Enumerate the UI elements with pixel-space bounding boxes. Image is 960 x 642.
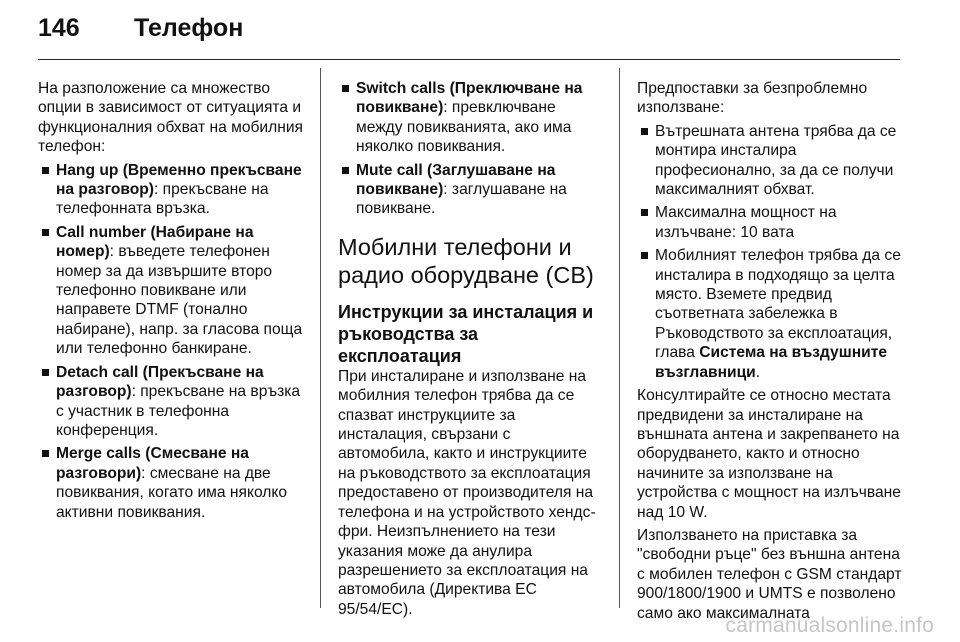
item-text: Мобилният телефон трябва да се инсталира в подходящо за целта място. Вземете предвид съответната забележка в Ръководството за експлоатация, глава — [655, 247, 901, 362]
col3-paragraph-1: Консултирайте се относно местата предвидени за инсталиране на външната антена и закрепването на оборудването, както и относно начините за използване на устройства с мощност на излъчване над 10 W. — [637, 387, 901, 521]
column-3 — [637, 79, 903, 627]
subsection-heading: Инструкции за инсталация и ръководства за експлоатация — [338, 301, 594, 366]
item-tail: . — [755, 363, 761, 381]
col2-paragraph: При инсталиране и използване на мобилния телефон трябва да се спазват инструкциите за инсталация, свързани с автомобила, както и инструкциите на ръководството за експлоатация предоставено от производителя на телефона и на устройството хендс-фри. Неизпълнението на тези указания може да анулира разрешението за експлоатация на автомобила (Директива EC 95/54/EC). — [338, 367, 596, 618]
column-divider-2 — [619, 68, 620, 608]
page-title: Телефон — [134, 14, 244, 42]
option-text: : въведете телефонен номер за да извършите второ телефонно повикване или направете DTMF (тонално набиране), напр. за гласова поща или телефонно банкиране. — [56, 243, 303, 358]
column-2 — [338, 79, 604, 623]
col3-paragraph-2: Използването на приставка за "свободни ръце" без външна антена с мобилен телефон с GSM стандарт 900/1800/1900 и UMTS е позволено само ако максималната — [637, 526, 902, 622]
item-text: Вътрешната антена трябва да се монтира инсталира професионално, за да се получи максималният обхват. — [655, 122, 897, 199]
list-item — [338, 161, 604, 219]
option-term: Hang up (Временно прекъсване на разговор) — [56, 161, 302, 199]
page-header — [38, 14, 243, 50]
list-item — [38, 161, 306, 219]
option-term: Switch calls (Преключване на повикване) — [356, 80, 583, 117]
col3-intro: Предпоставки за безпроблемно използване: — [637, 80, 868, 117]
list-item — [338, 79, 604, 157]
header-divider — [38, 59, 900, 60]
list-item — [38, 223, 306, 359]
page-number: 146 — [38, 14, 80, 42]
option-text: : смесване на две повиквания, когато има няколко активни повиквания. — [56, 464, 288, 521]
col1-intro: На разположение са множество опции в зависимост от ситуацията и функционалния обхват на мобилния телефон: — [38, 80, 303, 156]
option-text: : заглушаване на повикване. — [356, 181, 567, 218]
option-term: Call number (Набиране на номер) — [56, 223, 254, 261]
list-item — [637, 203, 903, 242]
list-item — [637, 246, 903, 382]
section-heading: Мобилни телефони и радио оборудване (CB) — [338, 233, 594, 288]
list-item — [38, 444, 306, 522]
option-term: Merge calls (Смесване на разговори) — [56, 445, 249, 482]
column-1 — [38, 79, 306, 526]
list-item — [637, 122, 903, 200]
column-divider-1 — [320, 68, 321, 608]
option-text: : превключване между повикванията, ако има няколко повиквания. — [356, 99, 572, 156]
option-text: : прекъсване на връзка с участник в телефонна конференция. — [56, 383, 301, 439]
chapter-reference: Система на въздушните възглавници — [655, 344, 888, 381]
item-text: Максимална мощност на излъчване: 10 вата — [655, 204, 837, 241]
option-term: Detach call (Прекъсване на разговор) — [56, 363, 264, 401]
option-text: : прекъсване на телефонната връзка. — [56, 181, 269, 218]
watermark-text: carmanualsonline.info — [725, 614, 934, 637]
option-term: Mute call (Заглушаване на повикване) — [356, 161, 556, 199]
list-item — [38, 363, 306, 441]
